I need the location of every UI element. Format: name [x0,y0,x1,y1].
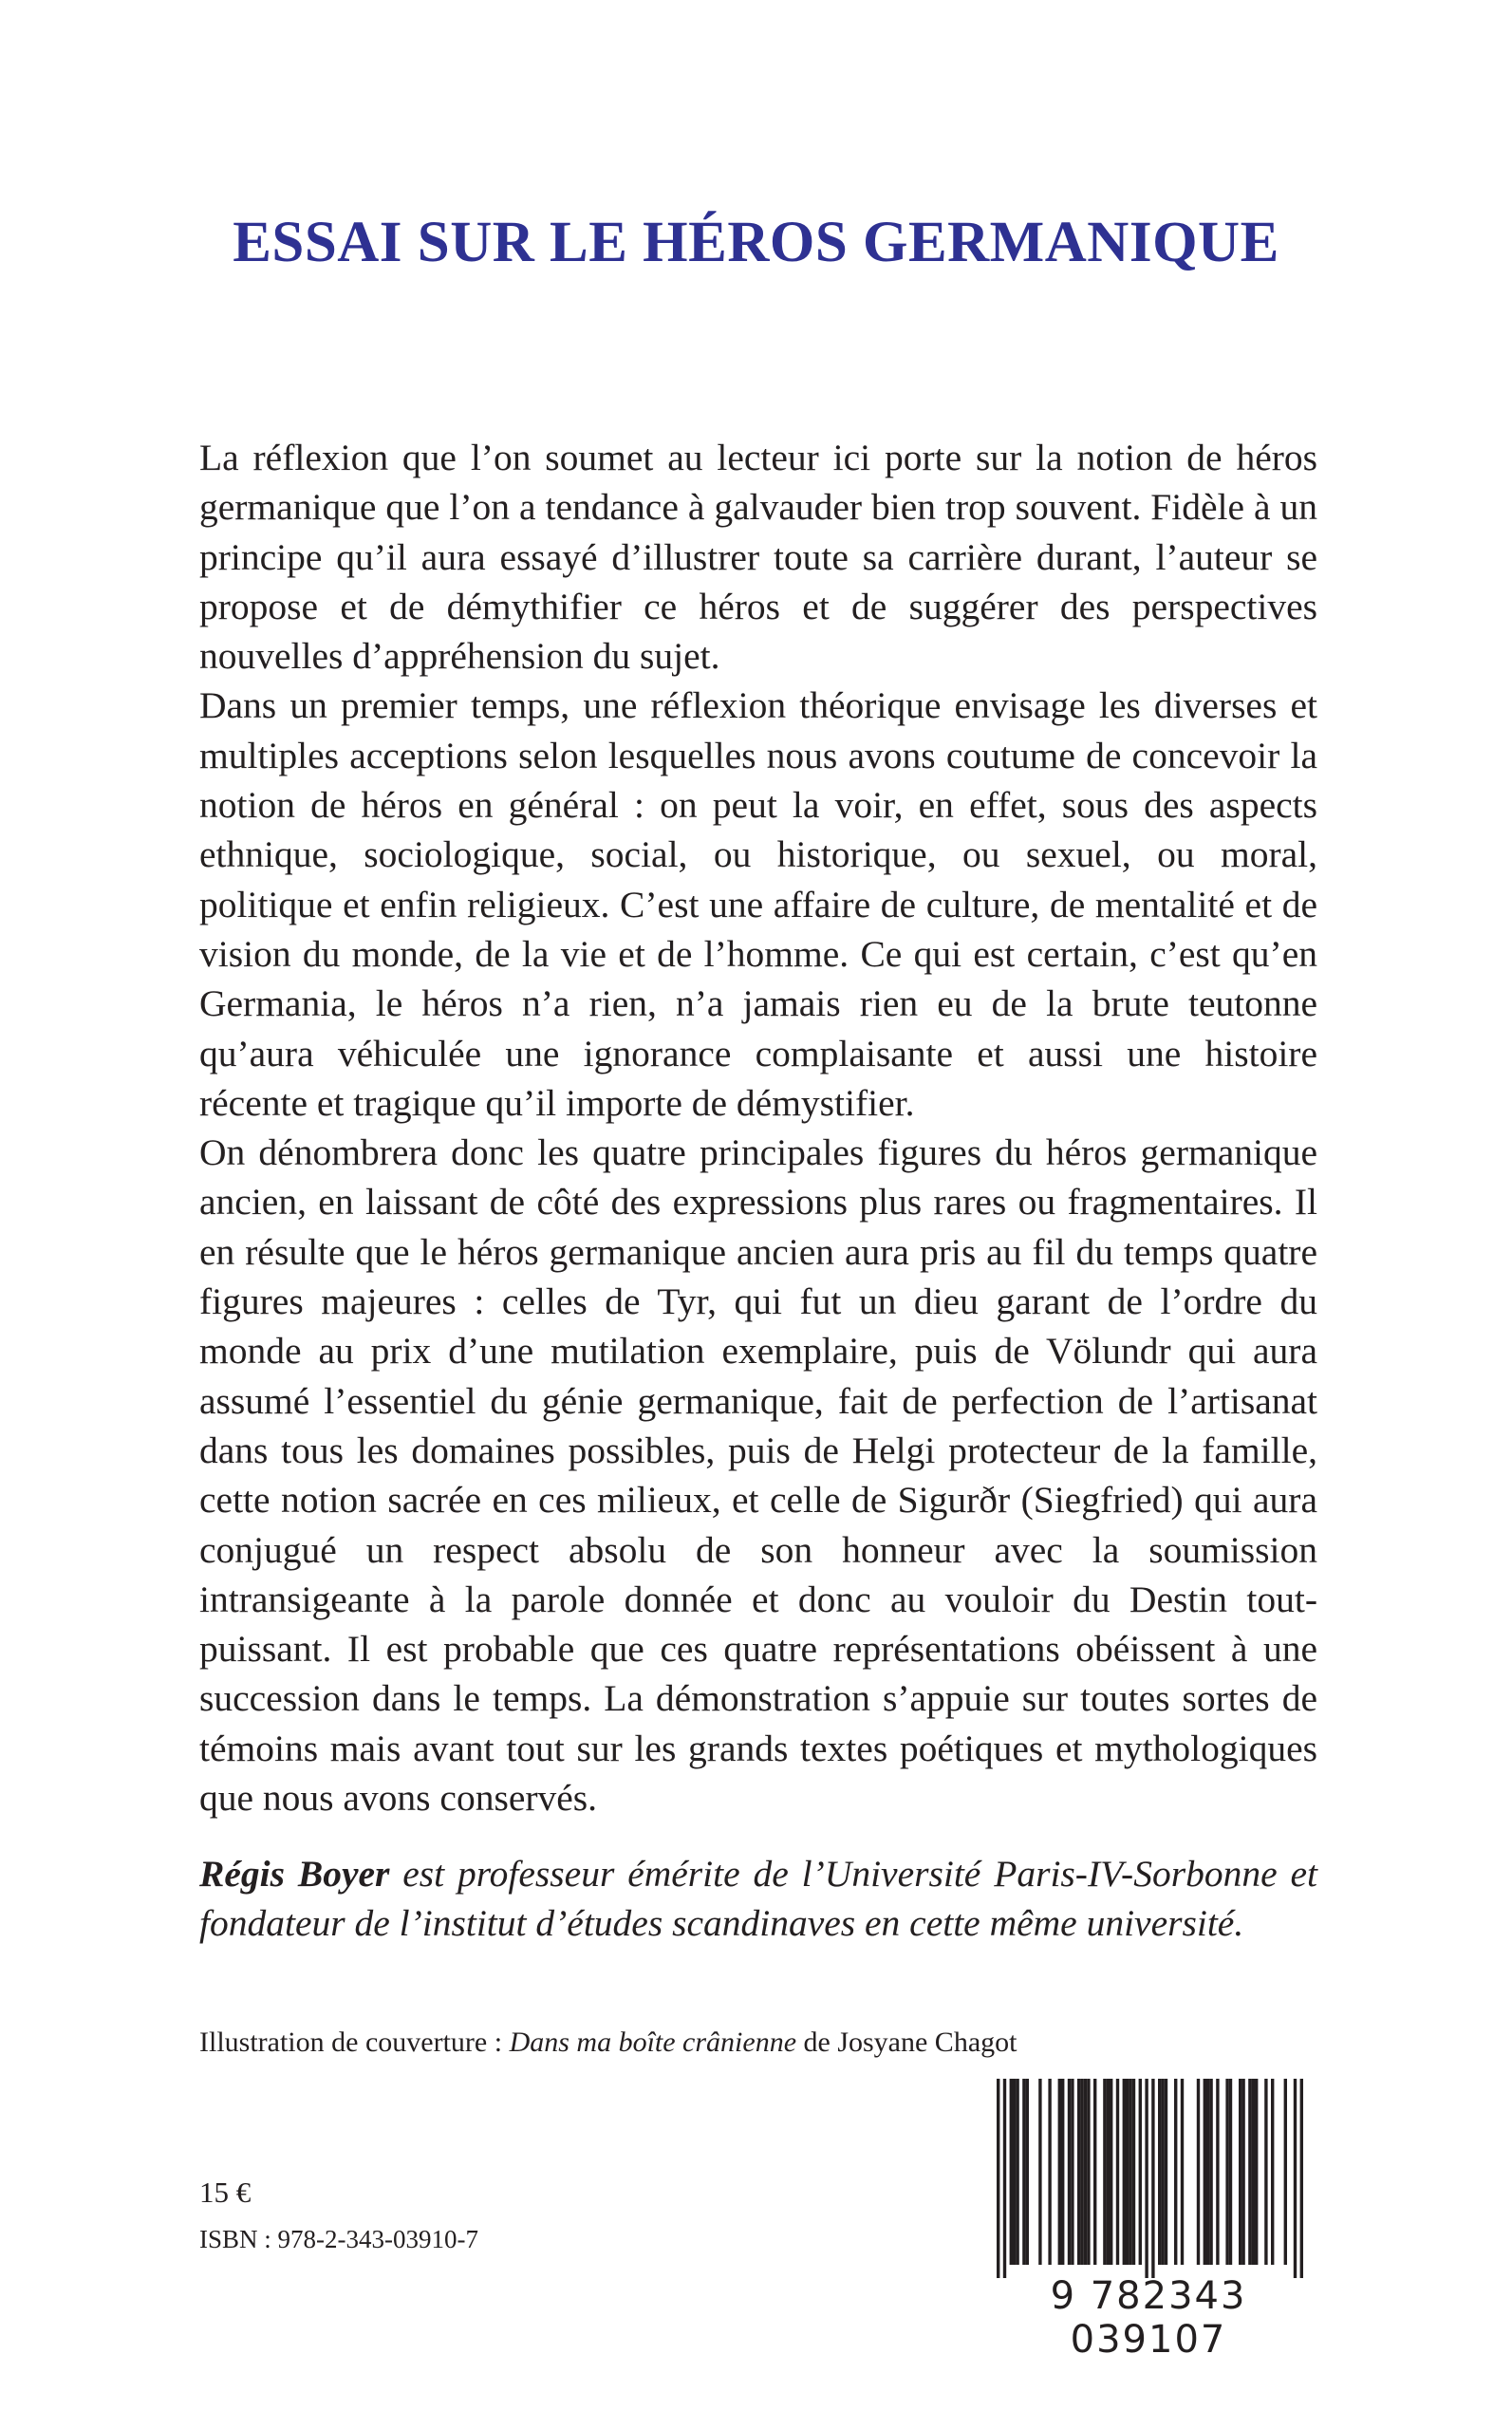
barcode-bar [1058,2079,1061,2265]
barcode-bar [1294,2079,1297,2278]
barcode-bar [1022,2079,1025,2265]
barcode-bar [1038,2079,1041,2265]
barcode-bar [1010,2079,1013,2265]
barcode-bar [1264,2079,1267,2265]
author-name: Régis Boyer [199,1853,390,1895]
barcode-bar [1216,2079,1219,2265]
summary-paragraph-1: La réflexion que l’on soumet au lecteur ici porte sur la notion de héros germanique que l’on a tendance à galvauder bien trop souvent. Fidèle à un principe qu’il aura essayé d’illustrer toute sa carrière durant, l’auteur se propose et de démythifier ce héros et de suggérer des perspectives nouvelles d’appréhension du sujet. [199,437,1317,678]
barcode-bar [1129,2079,1131,2265]
barcode-bar [1197,2079,1200,2265]
barcode-bar [1209,2079,1212,2265]
barcode-bar [1132,2079,1135,2265]
barcode-bar [1248,2079,1251,2265]
barcode-bar [1139,2079,1142,2265]
price: 15 € [199,2176,252,2209]
credit-prefix: Illustration de couverture : [199,2027,510,2058]
barcode-bar [1161,2079,1164,2265]
barcode-bar [1110,2079,1112,2265]
credit-work-title: Dans ma boîte crânienne [509,2027,797,2058]
barcode-bar [997,2079,999,2278]
book-title: ESSAI SUR LE HÉROS GERMANIQUE [233,211,1279,274]
barcode-bar [1165,2079,1167,2265]
barcode-bar [1181,2079,1184,2265]
barcode-bar [1093,2079,1096,2265]
author-bio [199,1849,1317,1948]
barcode-bar [1071,2079,1073,2265]
barcode-bar [1003,2079,1006,2278]
summary-paragraph-2: Dans un premier temps, une réflexion théorique envisage les diverses et multiples acceptions selon lesquelles nous avons coutume de concevoir la notion de héros en général : on peut la voir, en effet, sous des aspects ethnique, sociologique, social, ou historique, ou sexuel, ou moral, politique et enfin religieux. C’est une affaire de culture, de mentalité et de vision du monde, de la vie et de l’homme. Ce qui est certain, c’est qu’en Germania, le héros n’a rien, n’a jamais rien eu de la brute teutonne qu’aura véhiculée une ignorance complaisante et aussi une histoire récente et tragique qu’il importe de démystifier. [199,684,1317,1124]
barcode-bar [1229,2079,1232,2265]
barcode-bar [1284,2079,1287,2265]
barcode-bar [1048,2079,1051,2265]
barcode-bar [1061,2079,1064,2265]
barcode [978,2079,1319,2362]
summary-text [199,433,1317,1822]
barcode-bar [1013,2079,1016,2265]
barcode-bar [1126,2079,1129,2265]
barcode-bar [1158,2079,1161,2265]
cover-illustration-credit [199,2024,1017,2062]
summary-paragraph-3: On dénombrera donc les quatre principales figures du héros germanique ancien, en laissant de côté des expressions plus rares ou fragmentaires. Il en résulte que le héros germanique ancien aura pris au fil du temps quatre figures majeures : celles de Tyr, qui fut un dieu garant de l’ordre du monde au prix d’une mutilation exemplaire, puis de Völundr qui aura assumé l’essentiel du génie germanique, fait de perfection de l’artisanat dans tous les domaines possibles, puis de Helgi protecteur de la famille, cette notion sacrée en ces milieux, et celle de Sigurðr (Siegfried) qui aura conjugué un respect absolu de son honneur avec la soumission intransigeante à la parole donnée et donc au vouloir du Destin tout-puissant. Il est probable que ces quatre représentations obéissent à une succession dans le temps. La démonstration s’appuie sur toutes sortes de témoins mais avant tout sur les grands textes poétiques et mythologiques que nous avons conservés. [199,1131,1317,1820]
barcode-bar [1068,2079,1071,2265]
barcode-bar [1026,2079,1029,2265]
isbn: ISBN : 978-2-343-03910-7 [199,2225,478,2253]
credit-artist: de Josyane Chagot [796,2027,1017,2058]
barcode-bar [1174,2079,1177,2265]
barcode-bar [1151,2079,1154,2278]
barcode-bar [1206,2079,1209,2265]
barcode-bar [1204,2079,1206,2265]
barcode-bar [1255,2079,1258,2265]
barcode-bar [1271,2079,1274,2265]
barcode-bar [1080,2079,1083,2265]
barcode-bars [978,2079,1319,2278]
barcode-bar [1016,2079,1018,2265]
barcode-bar [1123,2079,1126,2265]
barcode-bar [1087,2079,1090,2265]
barcode-bar [1116,2079,1119,2265]
barcode-bar [1145,2079,1148,2278]
barcode-digits: 9 782343 039107 [1050,2274,1247,2362]
barcode-bar [1225,2079,1228,2265]
barcode-bar [1077,2079,1080,2265]
barcode-bar [1084,2079,1087,2265]
barcode-bar [1103,2079,1106,2265]
barcode-bar [1252,2079,1255,2265]
barcode-bar [1241,2079,1244,2265]
barcode-bar [1107,2079,1110,2265]
barcode-bar [1300,2079,1303,2278]
barcode-bar [1239,2079,1241,2265]
author-bio-text: est professeur émérite de l’Université Paris-IV-Sorbonne et fondateur de l’institut d’études scandinaves en cette même université. [199,1853,1317,1944]
